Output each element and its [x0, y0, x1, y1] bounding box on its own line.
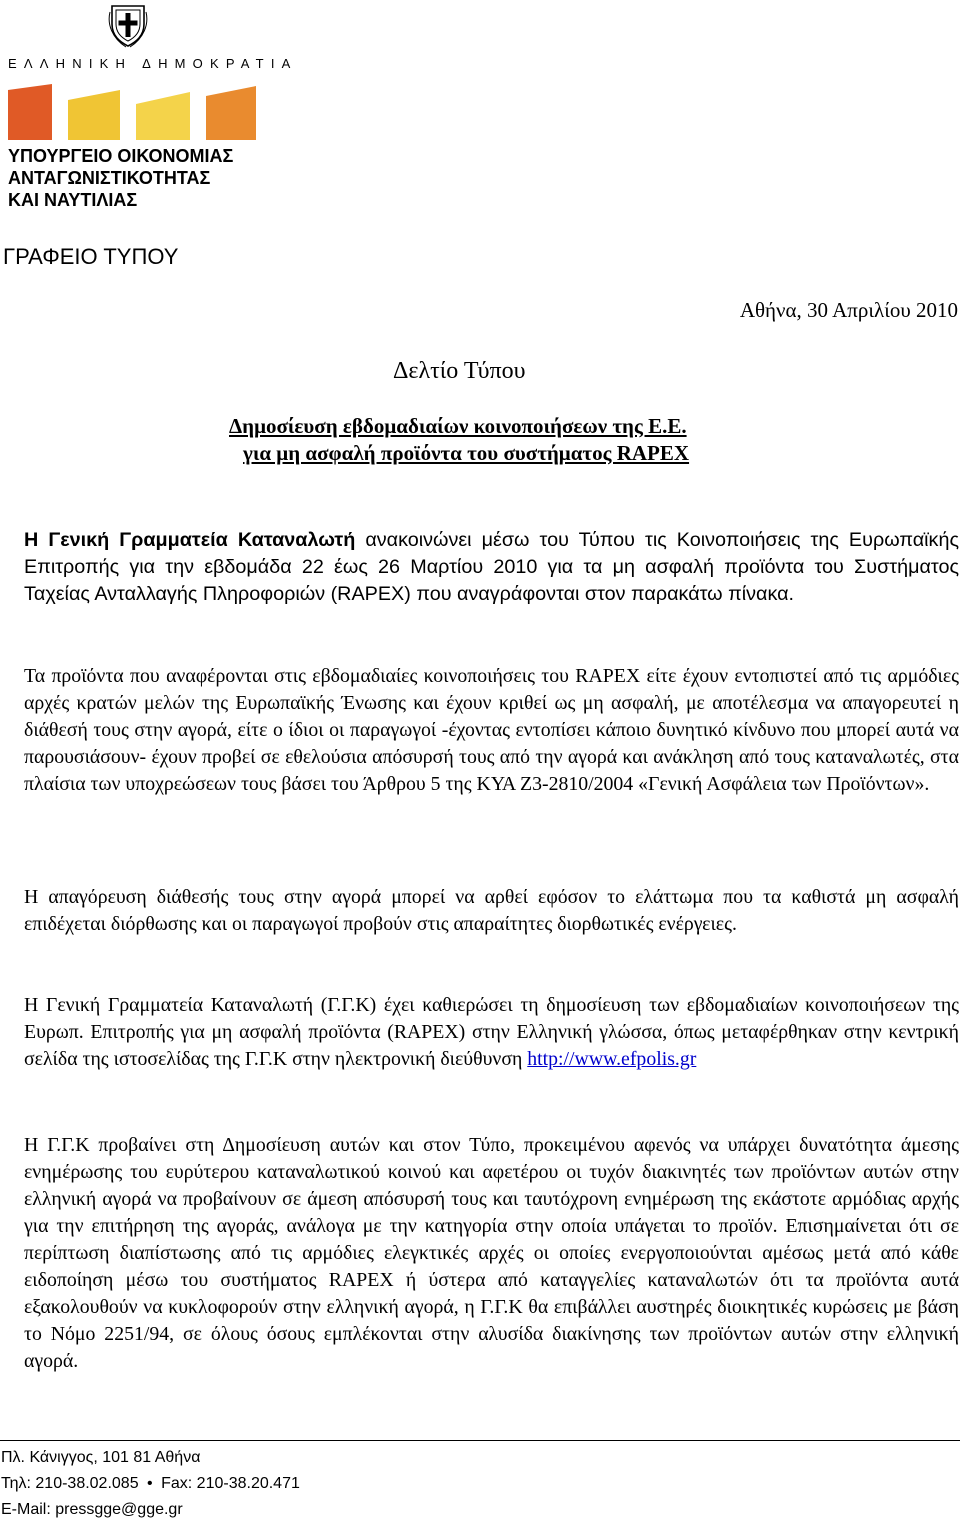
paragraph-intro: [24, 527, 959, 608]
footer-email: E-Mail: pressgge@gge.gr: [1, 1501, 183, 1518]
publication-text: Η Γενική Γραμματεία Καταναλωτή (Γ.Γ.Κ) έχει καθιερώσει τη δημοσίευση των εβδομαδιαίων κοινοποιήσεων της Ευρωπ. Επιτροπής για μη ασφαλή προϊόντα (RAPEX) στην Ελληνική γλώσσα, όπως μεταφέρθηκαν στην κεντρική σελίδα της ιστοσελίδας της Γ.Γ.Κ στην ηλεκτρονική διεύθυνση: [24, 994, 959, 1070]
paragraph-rapex-products: Τα προϊόντα που αναφέρονται στις εβδομαδιαίες κοινοποιήσεις του RAPEX είτε έχουν εντοπιστεί από τις αρμόδιες αρχές κρατών μελών της Ευρωπαϊκής Ένωσης και έχουν κριθεί ως μη ασφαλή, με αποτέλεσμα να απαγορευτεί η διάθεσή τους στην αγορά, είτε ο ίδιοι οι παραγωγοί -έχοντας εντοπίσει κάποιο δυνητικό κίνδυνο που μπορεί αυτά να παρουσιάσουν- έχουν προβεί σε εθελούσια απόσυρσή τους από την αγορά και ανάκληση από τους καταναλωτές, στα πλαίσια των υποχρεώσεων τους βάσει του Άρθρου 5 της ΚΥΑ Ζ3-2810/2004 «Γενική Ασφάλεια των Προϊόντων».: [24, 665, 959, 795]
footer-contact: [1, 1475, 300, 1493]
paragraph-publication: [24, 992, 959, 1073]
intro-text: ανακοινώνει μέσω του Τύπου τις Κοινοποιήσεις της Ευρωπαϊκής Επιτροπής για την εβδομάδα 22 έως 26 Μαρτίου 2010 για τα μη ασφαλή προϊόντα του Συστήματος Ταχείας Ανταλλαγής Πληροφοριών (RAPEX) που αναγράφονται στον παρακάτω πίνακα.: [24, 529, 959, 605]
ministry-name-line-2: ΑΝΤΑΓΩΝΙΣΤΙΚΟΤΗΤΑΣ: [8, 168, 211, 188]
efpolis-link[interactable]: http://www.efpolis.gr: [527, 1048, 697, 1070]
intro-bold-lead: Η Γενική Γραμματεία Καταναλωτή: [24, 529, 356, 551]
greek-coat-of-arms-icon: [108, 2, 148, 48]
footer-address: Πλ. Κάνιγγος, 101 81 Αθήνα: [1, 1449, 201, 1466]
document-date: Αθήνα, 30 Απριλίου 2010: [739, 298, 958, 322]
ministry-name-line-3: ΚΑΙ ΝΑΥΤΙΛΙΑΣ: [8, 190, 138, 210]
footer-fax: Fax: 210-38.20.471: [161, 1475, 300, 1492]
paragraph-ban-lift: Η απαγόρευση διάθεσής τους στην αγορά μπορεί να αρθεί εφόσον το ελάττωμα που τα καθιστά μη ασφαλή επιδέχεται διόρθωσης και οι παραγωγοί προβούν στις απαραίτητες διορθωτικές ενέργειες.: [24, 886, 959, 935]
ministry-name-line-1: ΥΠΟΥΡΓΕΙΟ ΟΙΚΟΝΟΜΙΑΣ: [8, 146, 234, 166]
subtitle-line-2: για μη ασφαλή προϊόντα του συστήματος RAPEX: [243, 441, 690, 465]
document-title: Δελτίο Τύπου: [393, 358, 526, 384]
press-office-heading: ΓΡΑΦΕΙΟ ΤΥΠΟΥ: [3, 244, 179, 269]
ministry-logo-icon: [8, 84, 256, 140]
footer-divider: [0, 1440, 960, 1441]
republic-label: ΕΛΛΗΝΙΚΗ ΔΗΜΟΚΡΑΤΙΑ: [8, 56, 298, 71]
footer-phone: Τηλ: 210-38.02.085: [1, 1475, 139, 1492]
subtitle-line-1: Δημοσίευση εβδομαδιαίων κοινοποιήσεων της Ε.Ε.: [229, 414, 687, 438]
footer-separator: •: [147, 1475, 153, 1492]
paragraph-press-publication: Η Γ.Γ.Κ προβαίνει στη Δημοσίευση αυτών και στον Τύπο, προκειμένου αφενός να υπάρχει δυνατότητα άμεσης ενημέρωσης του ευρύτερου καταναλωτικού κοινού και αφετέρου οι τυχόν διακινητές των προϊόντων αυτών στην ελληνική αγορά να προβαίνουν σε άμεση απόσυρσή τους και ταυτόχρονη ενημέρωση της εκάστοτε αρμόδιας αρχής για την επιτήρηση της αγοράς, ανάλογα με την κατηγορία στην οποία υπάγεται το προϊόν. Επισημαίνεται ότι σε περίπτωση διαπίστωσης από τις αρμόδιες ελεγκτικές αρχές οι οποίες ενεργοποιούνται αμέσως μετά από κάθε ειδοποίηση μέσω του συστήματος RAPEX ή ύστερα από καταγγελίες καταναλωτών ότι τα προϊόντα αυτά εξακολουθούν να κυκλοφορούν στην ελληνική αγορά, η Γ.Γ.Κ θα επιβάλλει αυστηρές διοικητικές κυρώσεις με βάση το Νόμο 2251/94, σε όλους όσους εμπλέκονται στην αλυσίδα διακίνησης των προϊόντων αυτών στην ελληνική αγορά.: [24, 1134, 959, 1372]
